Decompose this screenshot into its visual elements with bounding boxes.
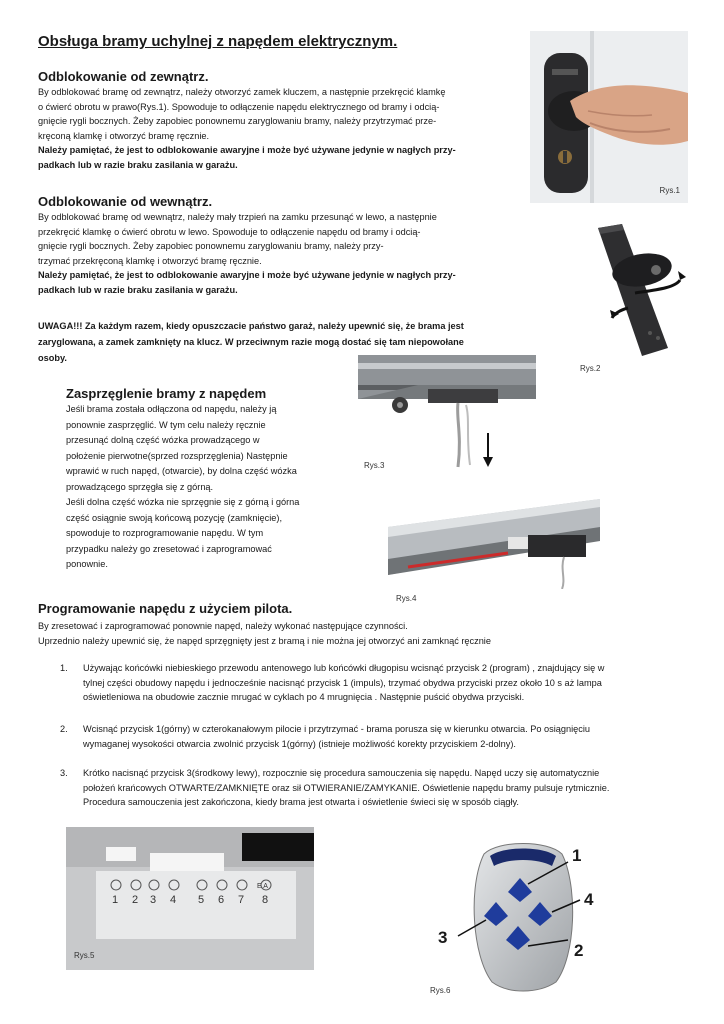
figure-caption: Rys.5 <box>74 951 95 960</box>
list-item: 3. Krótko nacisnąć przycisk 3(środkowy lewy), rozpocznie się procedura samouczenia się napędu. Napęd uczy się automatycznie położeń krańcowych OTWARTE/ZAMKNIĘTE oraz sił OTWIERANIE/ZAMYKANIE. Oświetlenie napędu bramy pulsuje rytmicznie. Procedura samouczenia jest zakończona, kiedy brama jest otwarta i oświetlenie świeci się w sposób ciągły. <box>60 768 610 808</box>
figure-rys5-photo: 1 2 3 4 5 6 7 8 E A Rys.5 <box>66 827 314 970</box>
figure-caption: Rys.6 <box>430 986 451 995</box>
terminal-ea-label: E A <box>257 883 268 890</box>
section-body-outside: By odblokować bramę od zewnątrz, należy otworzyć zamek kluczem, a następnie przekręcić klamkę o ćwierć obrotu w prawo(Rys.1). Spowoduje to odłączenie napędu elektrycznego od bramy i odcią- gnięcie rygli bocznych. Żeby zapobiec ponownemu zaryglowaniu bramy, należy przytrzymać prze- kręconą klamkę i otworzyć bramę ręcznie. Należy pamiętać, że jest to odblokowanie awaryjne i może być używane jedynie w nagłych przy- padkach lub w razie braku zasilania w garażu. <box>38 87 456 170</box>
list-item: 1. Używając końcówki niebieskiego przewodu antenowego lub końcówki długopisu wcisnąć przycisk 2 (program) , znajdujący się w tylnej części obudowy napędu i jednocześnie nacisnąć przycisk 1 (impuls), trzymać obydwa przyciski przez około 10 s aż lampa oświetleniowa na obudowie zacznie mrugać w cyklach po 4 mrugnięcia . Następnie puścić obydwa przyciski. <box>60 663 605 703</box>
inside-handle-illustration <box>580 218 690 363</box>
figure-caption: Rys.4 <box>396 594 417 603</box>
section-heading-outside: Odblokowanie od zewnątrz. <box>38 69 209 84</box>
section-body-inside: By odblokować bramę od wewnątrz, należy mały trzpień na zamku przesunąć w lewo, a następnie przekręcić klamkę o ćwierć obrotu w lewo. Spowoduje to odłączenie napędu od bramy i odcią- gnięcie rygli bocznych. Żeby zapobiec ponownemu zaryglowaniu bramy, należy przy- trzymać przekręconą klamkę i otworzyć bramę ręcznie. Należy pamiętać, że jest to odblokowanie awaryjne i może być używane jedynie w nagłych przy- padkach lub w razie braku zasilania w garażu. <box>38 212 456 295</box>
section-intro-programming: By zresetować i zaprogramować ponownie napęd, należy wykonać następujące czynności. Uprzednio należy upewnić się, że napęd sprzęgnięty jest z bramą i nie można jej otworzyć ani zamknąć ręcznie <box>38 621 491 646</box>
section-heading-coupling: Zasprzęglenie bramy z napędem <box>66 386 267 401</box>
remote-label-3: 3 <box>438 928 448 947</box>
figure-caption: Rys.1 <box>659 186 680 195</box>
remote-label-4: 4 <box>584 890 594 909</box>
control-board-illustration <box>66 827 314 970</box>
section-heading-inside: Odblokowanie od wewnątrz. <box>38 194 213 209</box>
page-title: Obsługa bramy uchylnej z napędem elektrycznym. <box>38 33 398 50</box>
figure-caption: Rys.2 <box>580 364 601 373</box>
figure-caption: Rys.3 <box>364 461 385 470</box>
section-heading-programming: Programowanie napędu z użyciem pilota. <box>38 601 293 616</box>
figure-rys3-photo <box>358 355 536 475</box>
figure-rys2-photo <box>580 218 690 378</box>
figure-rys6-remote <box>428 836 608 996</box>
rail-illustration <box>388 497 600 589</box>
figure-rys1-photo <box>530 31 688 203</box>
remote-label-1: 1 <box>572 846 582 865</box>
outside-handle-illustration <box>530 31 688 203</box>
figure-rys4-photo <box>388 497 600 609</box>
list-item: 2. Wcisnąć przycisk 1(górny) w czterokanałowym pilocie i przytrzymać - brama porusza się w kierunku otwarcia. Po osiągnięciu wymaganej wysokości otwarcia zwolnić przycisk 1(górny) (istnieje możliwość korekty przyciskiem 2-dolny). <box>60 724 591 749</box>
section-body-coupling: Jeśli brama została odłączona od napędu, należy ją ponownie zasprzęglić. W tym celu należy ręcznie przesunąć dolną część wózka prowadzącego w położenie pierwotne(sprzed rozsprzęglenia) Następnie wprawić w ruch napęd, (otwarcie), by dolna część wózka prowadzącego sprzęgła się z górną. Jeśli dolna część wózka nie sprzęgnie się z górną i górna część osiągnie swoją końcową pozycję (zamknięcie), spowoduje to rozprogramowanie napędu. W tym przypadku należy go zresetować i zaprogramować ponownie. <box>66 404 300 569</box>
warning-paragraph: UWAGA!!! Za każdym razem, kiedy opuszczacie państwo garaż, należy upewnić się, że brama jest zaryglowana, a zamek zamknięty na klucz. W przeciwnym razie mogą dostać się tam niepowołane osoby. <box>38 321 464 363</box>
remote-label-2: 2 <box>574 941 584 960</box>
carriage-illustration <box>358 355 536 475</box>
